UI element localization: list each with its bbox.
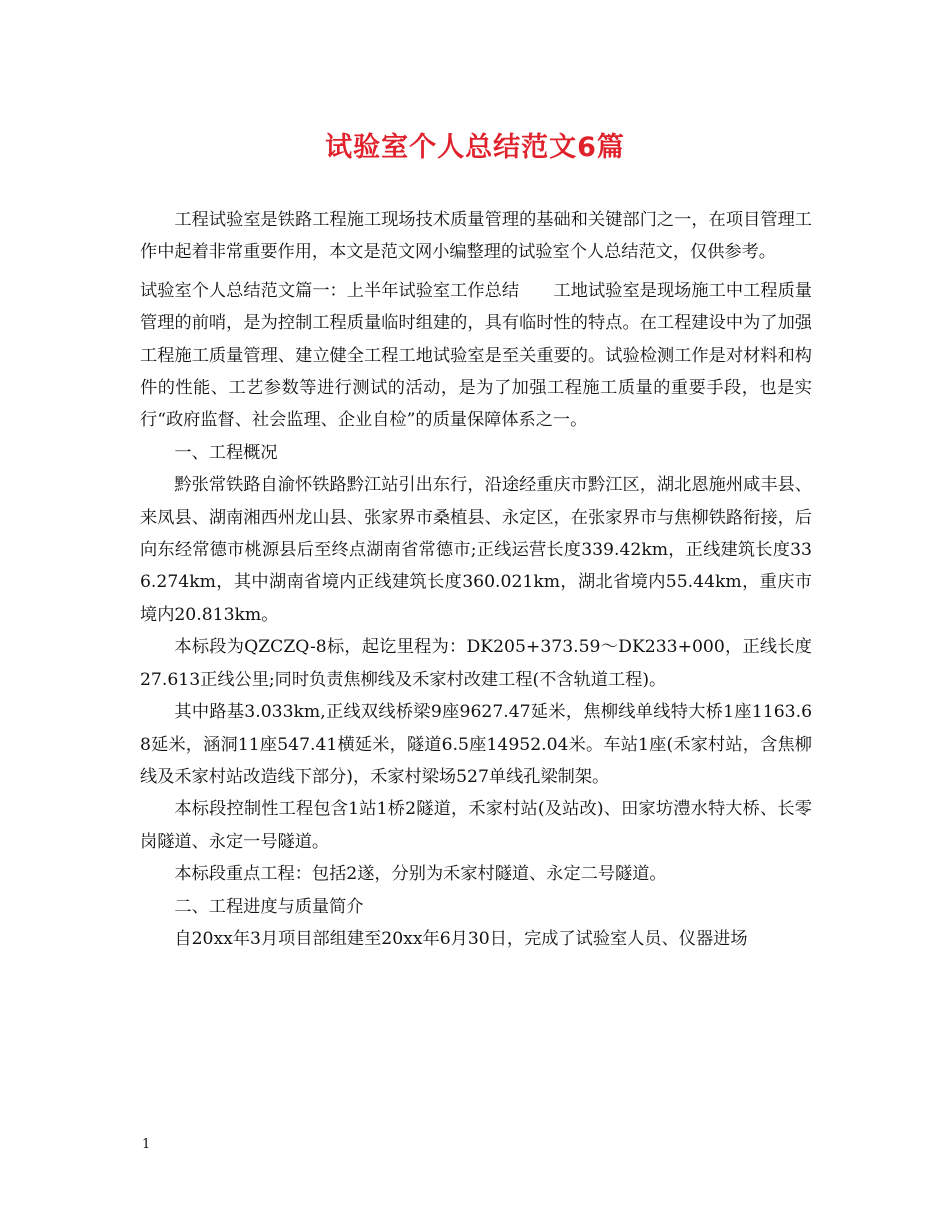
paragraph-controlling-works: 本标段控制性工程包含1站1桥2隧道，禾家村站(及站改)、田家坊澧水特大桥、长零岗隧道、永定一号隧道。 xyxy=(140,799,812,852)
paragraph-section-one: 试验室个人总结范文篇一：上半年试验室工作总结 工地试验室是现场施工中工程质量管理的前哨，是为控制工程质量临时组建的，具有临时性的特点。在工程建设中为了加强工程施工质量管理、建立健全工程工地试验室是至关重要的。试验检测工作是对材料和构件的性能、工艺参数等进行测试的活动，是为了加强工程施工质量的重要手段，也是实行“政府监督、社会监理、企业自检”的质量保障体系之一。 xyxy=(140,280,812,431)
document-body xyxy=(140,204,812,955)
page-number: 1 xyxy=(142,1137,151,1152)
paragraph-key-works: 本标段重点工程：包括2遂，分别为禾家村隧道、永定二号隧道。 xyxy=(174,864,667,885)
heading-project-overview: 一、工程概况 xyxy=(174,442,278,463)
paragraph-section-scope: 本标段为QZCZQ-8标，起讫里程为：DK205+373.59～DK233+000，正线长度27.613正线公里;同时负责焦柳线及禾家村改建工程(不含轨道工程)。 xyxy=(140,637,812,690)
paragraph-intro: 工程试验室是铁路工程施工现场技术质量管理的基础和关键部门之一，在项目管理工作中起着非常重要作用，本文是范文网小编整理的试验室个人总结范文，仅供参考。 xyxy=(140,210,812,263)
paragraph-progress: 自20xx年3月项目部组建至20xx年6月30日，完成了试验室人员、仪器进场 xyxy=(174,928,748,949)
page-title: 试验室个人总结范文6篇 xyxy=(325,132,625,163)
heading-progress-quality: 二、工程进度与质量简介 xyxy=(174,896,364,917)
paragraph-structures: 其中路基3.033km,正线双线桥梁9座9627.47延米，焦柳线单线特大桥1座1163.68延米，涵洞11座547.41横延米，隧道6.5座14952.04米。车站1座(禾家村站，含焦柳线及禾家村站改造线下部分)，禾家村梁场527单线孔梁制架。 xyxy=(140,702,812,787)
paragraph-railway-route: 黔张常铁路自渝怀铁路黔江站引出东行，沿途经重庆市黔江区，湖北恩施州咸丰县、来凤县、湖南湘西州龙山县、张家界市桑植县、永定区，在张家界市与焦柳铁路衔接，后向东经常德市桃源县后至终点湖南省常德市;正线运营长度339.42km，正线建筑长度336.274km，其中湖南省境内正线建筑长度360.021km，湖北省境内55.44km，重庆市境内20.813km。 xyxy=(140,475,812,625)
